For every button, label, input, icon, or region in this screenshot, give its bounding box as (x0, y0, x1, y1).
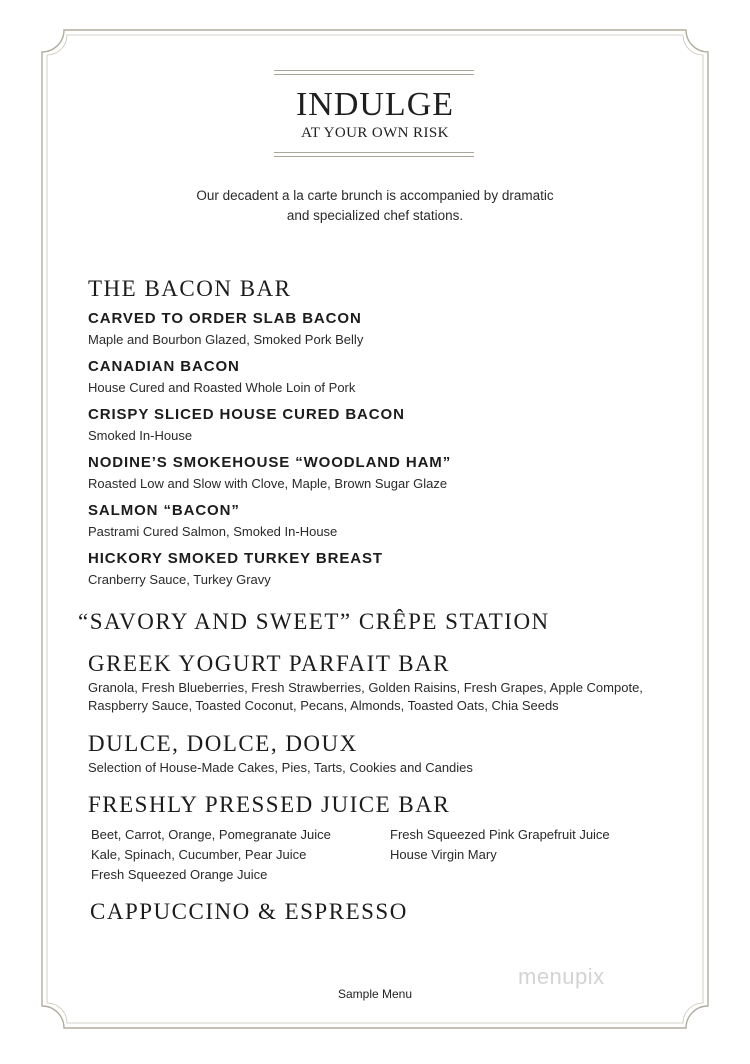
juice-item: Beet, Carrot, Orange, Pomegranate Juice (91, 827, 331, 842)
section-title-coffee: CAPPUCCINO & ESPRESSO (90, 899, 408, 924)
footer-label: Sample Menu (337, 987, 413, 1001)
parfait-description-line-1: Granola, Fresh Blueberries, Fresh Strawberries, Golden Raisins, Fresh Grapes, Apple Compote, (88, 680, 643, 695)
section-title-bacon-bar: THE BACON BAR (88, 276, 292, 301)
section-title-desserts: DULCE, DOLCE, DOUX (88, 731, 358, 756)
juice-item: Kale, Spinach, Cucumber, Pear Juice (91, 847, 307, 862)
juice-item: Fresh Squeezed Pink Grapefruit Juice (390, 827, 610, 842)
menu-item-name: CARVED TO ORDER SLAB BACON (88, 310, 362, 327)
menu-item-description: Pastrami Cured Salmon, Smoked In-House (88, 524, 338, 539)
header-rule-bottom (274, 156, 474, 157)
desserts-description: Selection of House-Made Cakes, Pies, Tarts, Cookies and Candies (88, 760, 473, 775)
menu-item-description: Maple and Bourbon Glazed, Smoked Pork Belly (88, 332, 364, 347)
menu-item-description: Cranberry Sauce, Turkey Gravy (88, 572, 271, 587)
section-title-crepe-station: “SAVORY AND SWEET” CRÊPE STATION (78, 609, 550, 634)
header-rule-top-inner (274, 74, 474, 75)
section-title-parfait-bar: GREEK YOGURT PARFAIT BAR (88, 651, 450, 676)
menu-item-name: SALMON “BACON” (88, 502, 240, 519)
page-title: INDULGE (295, 86, 455, 123)
parfait-description-line-2: Raspberry Sauce, Toasted Coconut, Pecans, Almonds, Toasted Oats, Chia Seeds (88, 698, 559, 713)
juice-item: House Virgin Mary (390, 847, 497, 862)
menu-item-name: NODINE’S SMOKEHOUSE “WOODLAND HAM” (88, 454, 452, 471)
juice-item: Fresh Squeezed Orange Juice (91, 867, 268, 882)
page-subtitle: AT YOUR OWN RISK (301, 125, 449, 141)
menu-item-name: CRISPY SLICED HOUSE CURED BACON (88, 406, 405, 423)
menu-item-name: HICKORY SMOKED TURKEY BREAST (88, 550, 383, 567)
menu-item-description: House Cured and Roasted Whole Loin of Pork (88, 380, 356, 395)
intro-line-1: Our decadent a la carte brunch is accompanied by dramatic (196, 188, 554, 203)
header-rule-top (274, 70, 474, 71)
menu-item-description: Smoked In-House (88, 428, 193, 443)
header-rule-bottom-inner (274, 152, 474, 153)
menu-item-description: Roasted Low and Slow with Clove, Maple, Brown Sugar Glaze (88, 476, 448, 491)
section-title-juice-bar: FRESHLY PRESSED JUICE BAR (88, 792, 451, 817)
watermark-logo: menupix (518, 964, 605, 989)
menu-item-name: CANADIAN BACON (88, 358, 240, 375)
intro-line-2: and specialized chef stations. (286, 208, 464, 223)
